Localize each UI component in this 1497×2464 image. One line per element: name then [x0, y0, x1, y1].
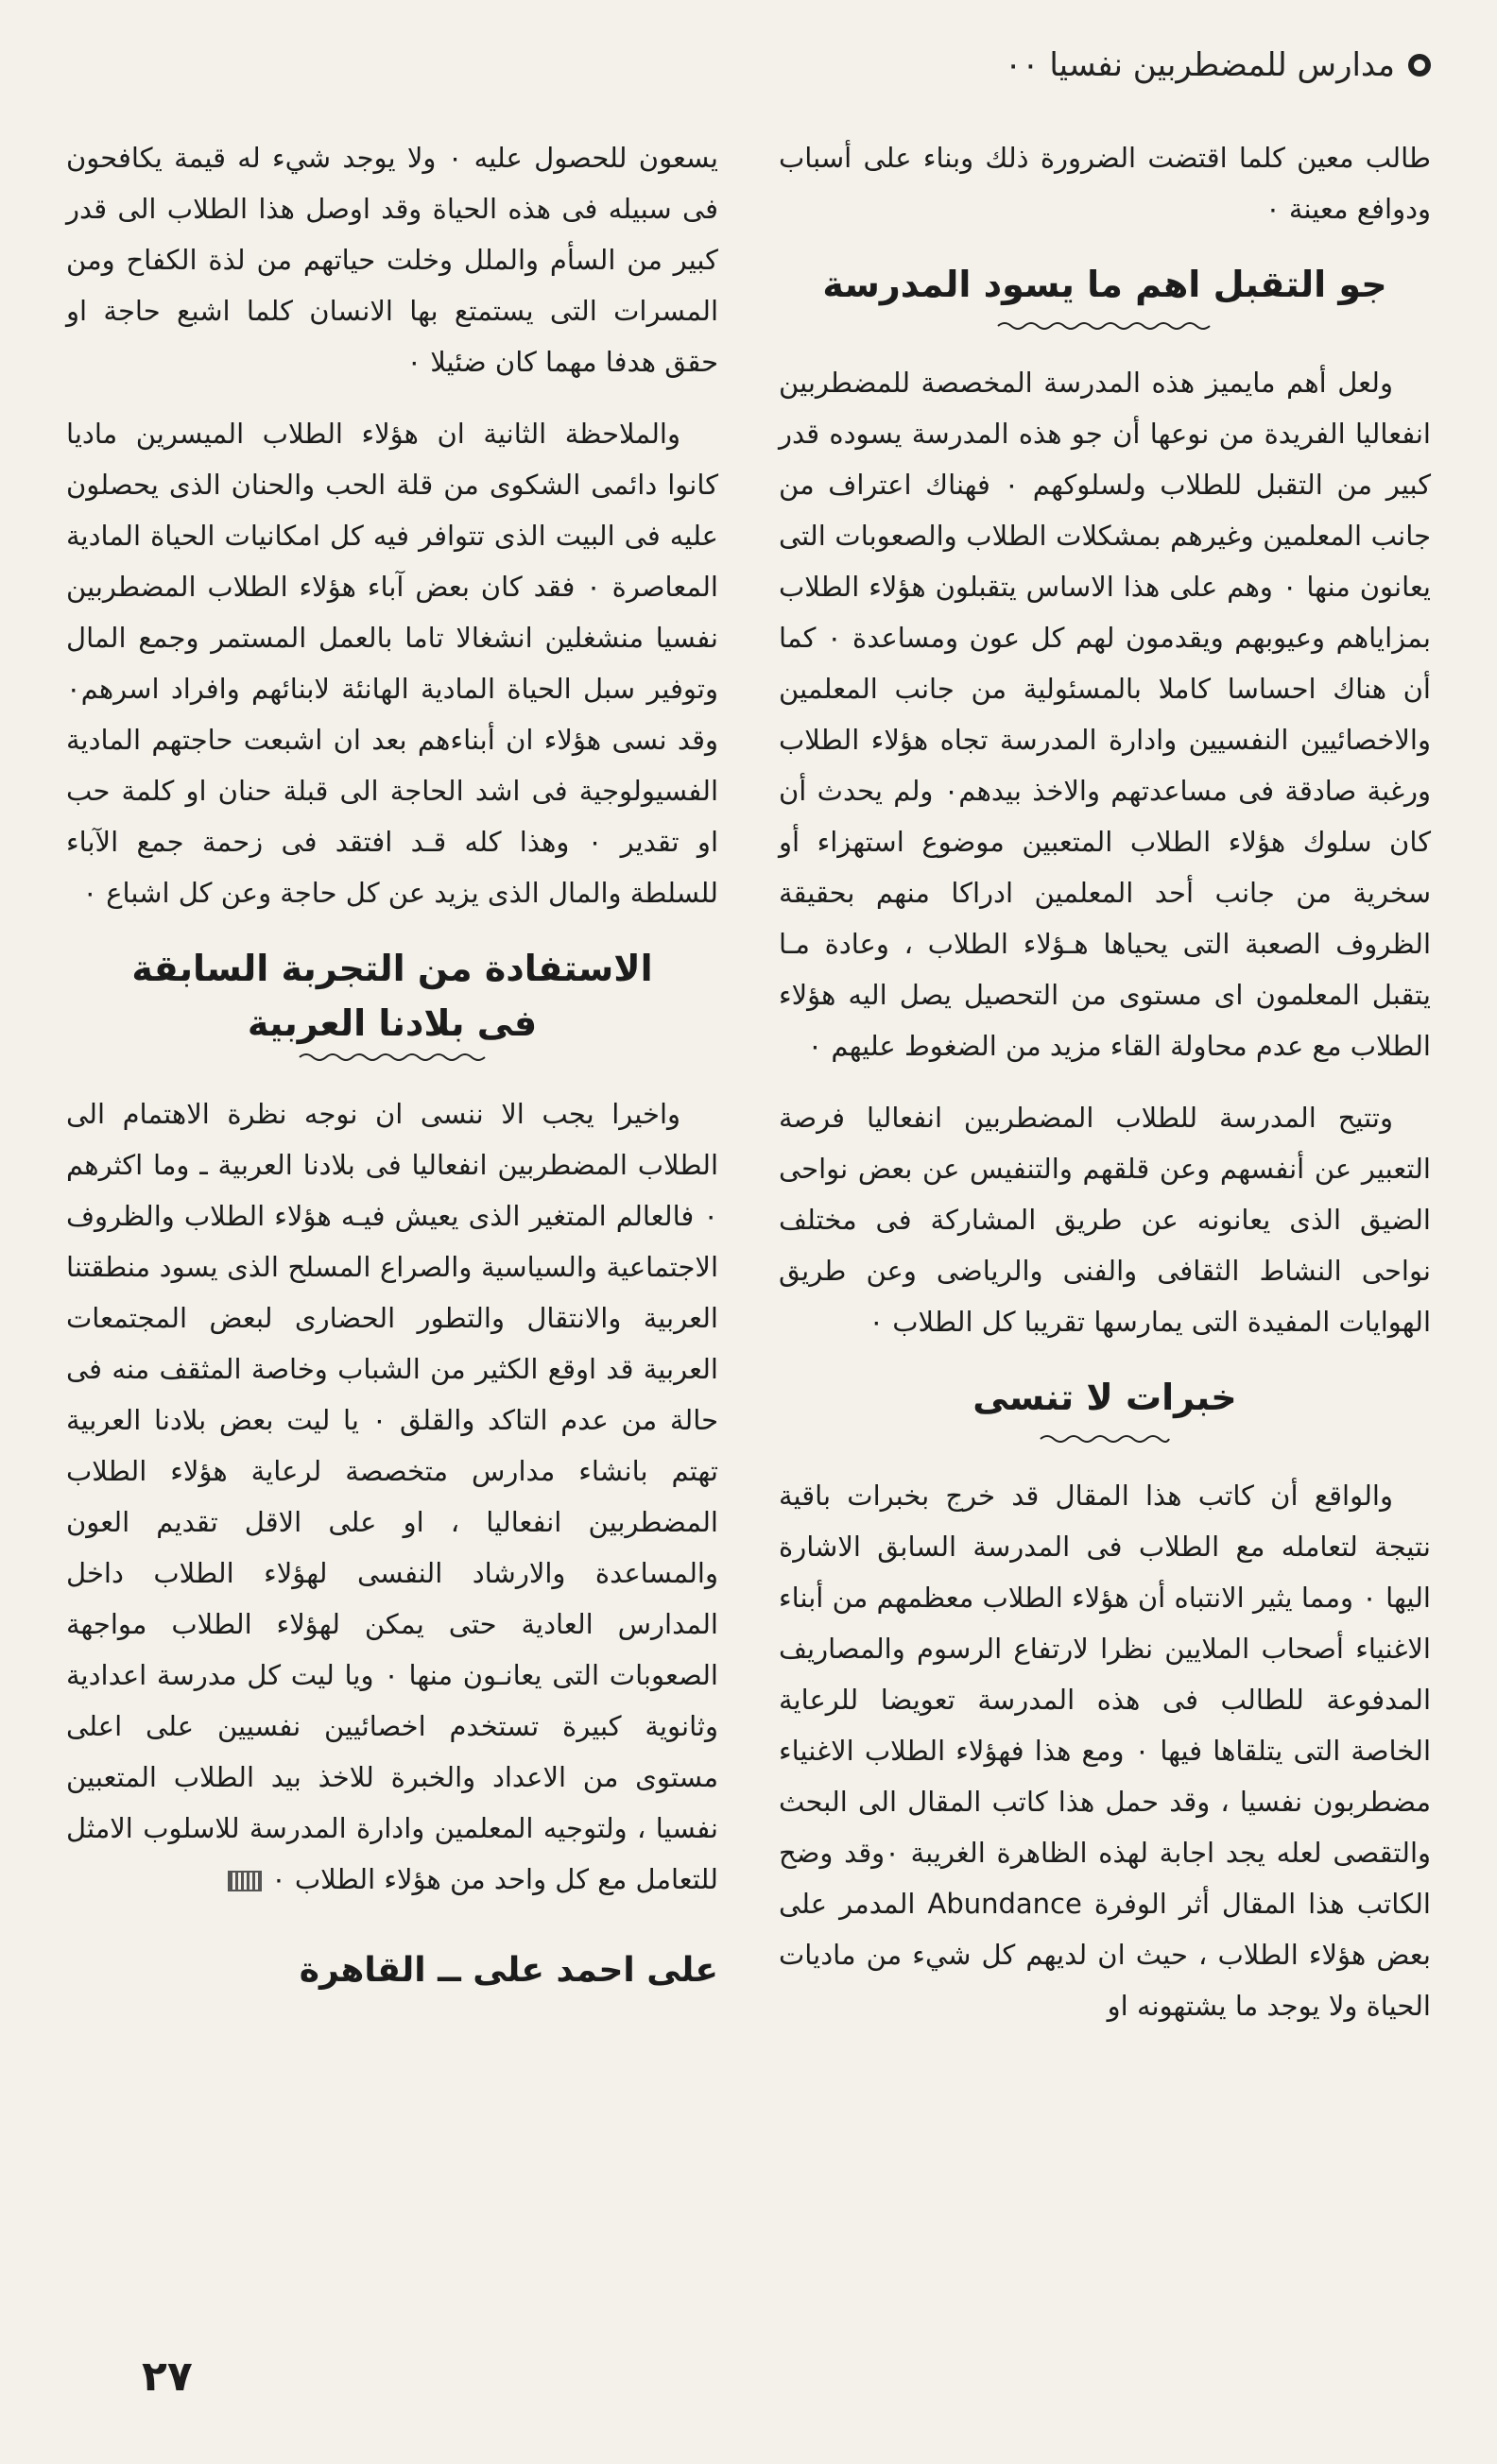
intro-paragraph: طالب معين كلما اقتضت الضرورة ذلك وبناء على أسباب ودوافع معينة ٠ [779, 142, 1431, 225]
wavy-underline-icon [996, 319, 1213, 333]
section-heading-benefit [66, 941, 718, 1051]
heading-line: الاستفادة من التجربة السابقة [131, 948, 653, 989]
paragraph [66, 1088, 718, 1905]
paragraph: والواقع أن كاتب هذا المقال قد خرج بخبرات باقية نتيجة لتعامله مع الطلاب فى المدرسة السابق الاشارة اليها ٠ ومما يثير الانتباه أن هؤلاء الطلاب معظمهم من أبناء الاغنياء أصحاب الملايين نظرا لارتفاع الرسوم والمصاريف المدفوعة للطالب فى هذه المدرسة تعويضا للرعاية الخاصة التى يتلقاها فيها ٠ ومع هذا فهؤلاء الطلاب الاغنياء مضطربون نفسيا ، وقد حمل هذا كاتب المقال الى البحث والتقصى لعله يجد اجابة لهذه الظاهرة الغريبة ٠وقد وضح الكاتب هذا المقال أثر الوفرة Abundance المدمر على بعض هؤلاء الطلاب ، حيث ان لديهم كل شيء من ماديات الحياة ولا يوجد ما يشتهونه او [779, 1480, 1432, 2022]
section-heading-experiences: خبرات لا تنسى [972, 1377, 1237, 1418]
bullet-icon [1408, 54, 1431, 77]
page-number: ٢٧ [142, 2353, 193, 2401]
paragraph: وتتيح المدرسة للطلاب المضطربين انفعاليا فرصة التعبير عن أنفسهم وعن قلقهم والتنفيس عن بعض نواحى الضيق الذى يعانونه عن طريق المشاركة فى مختلف نواحى النشاط الثقافى والفنى والرياضى وعن طريق الهوايات المفيدة التى يمارسها تقريبا كل الطلاب ٠ [779, 1102, 1431, 1338]
author-signature: على احمد على ــ القاهرة [299, 1951, 718, 1990]
right-column [779, 132, 1431, 2052]
running-head [66, 42, 1431, 89]
end-of-article-icon [228, 1871, 262, 1891]
paragraph: يسعون للحصول عليه ٠ ولا يوجد شيء له قيمة يكافحون فى سبيله فى هذه الحياة وقد اوصل هذا الطلاب الى قدر كبير من السأم والملل وخلت حياتهم من لذة الكفاح ومن المسرات التى يستمتع بها الانسان كلما اشبع حاجة او حقق هدفا مهما كان ضئيلا ٠ [66, 142, 718, 378]
paragraph: ولعل أهم مايميز هذه المدرسة المخصصة للمضطربين انفعاليا الفريدة من نوعها أن جو هذه المدرسة يسوده قدر كبير من التقبل للطلاب ولسلوكهم ٠ فهناك اعتراف من جانب المعلمين وغيرهم بمشكلات الطلاب والصعوبات التى يعانون منها ٠ وهم على هذا الاساس يتقبلون هؤلاء الطلاب بمزاياهم وعيوبهم ويقدمون لهم كل عون ومساعدة ٠ كما أن هناك احساسا كاملا بالمسئولية من جانب المعلمين والاخصائيين النفسيين وادارة المدرسة تجاه هؤلاء الطلاب ورغبة صادقة فى مساعدتهم والاخذ بيدهم٠ ولم يحدث أن كان سلوك هؤلاء الطلاب المتعبين موضوع استهزاء أو سخرية من جانب أحد المعلمين ادراكا منهم بحقيقة الظروف الصعبة التى يحياها هـؤلاء الطلاب ، وعادة مـا يتقبل المعلمون اى مستوى من التحصيل يصل اليه هؤلاء الطلاب مع عدم محاولة القاء مزيد من الضغوط عليهم ٠ [779, 367, 1432, 1062]
wavy-underline-icon [298, 1051, 487, 1064]
paragraph: والملاحظة الثانية ان هؤلاء الطلاب الميسرين ماديا كانوا دائمى الشكوى من قلة الحب والحنان الذى يحصلون عليه فى البيت الذى تتوافر فيه كل امكانيات الحياة المادية المعاصرة ٠ فقد كان بعض آباء هؤلاء الطلاب المضطربين نفسيا منشغلين انشغالا تاما بالعمل المستمر وجمع المال وتوفير سبل الحياة المادية الهانئة لابنائهم وافراد اسرهم٠ وقد نسى هؤلاء ان أبناءهم بعد ان اشبعت حاجتهم المادية الفسيولوجية فى اشد الحاجة الى قبلة حنان او كلمة حب او تقدير ٠ وهذا كله قـد افتقد فى زحمة جمع الآباء للسلطة والمال الذى يزيد عن كل حاجة وعن كل اشباع ٠ [66, 418, 718, 909]
wavy-underline-icon [1039, 1432, 1171, 1446]
section-heading-acceptance: جو التقبل اهم ما يسود المدرسة [822, 264, 1387, 305]
running-head-title: مدارس للمضطربين نفسيا ٠٠ [1004, 46, 1395, 84]
paragraph-text: واخيرا يجب الا ننسى ان نوجه نظرة الاهتمام الى الطلاب المضطربين انفعاليا فى بلادنا العربية ـ وما اكثرهم ٠ فالعالم المتغير الذى يعيش فيـه هؤلاء الطلاب والظروف الاجتماعية والسياسية والصراع المسلح الذى يسود منطقتنا العربية والانتقال والتطور الحضارى لبعض المجتمعات العربية قد اوقع الكثير من الشباب وخاصة المثقف منه فى حالة من عدم التاكد والقلق ٠ يا ليت بعض بلادنا العربية تهتم بانشاء مدارس متخصصة لرعاية هؤلاء الطلاب المضطربين انفعاليا ، او على الاقل تقديم العون والمساعدة والارشاد النفسى لهؤلاء الطلاب داخل المدارس العادية حتى يمكن لهؤلاء الطلاب مواجهة الصعوبات التى يعانـون منها ٠ ويا ليت كل مدرسة اعدادية وثانوية كبيرة تستخدم اخصائيين نفسيين على اعلى مستوى من الاعداد والخبرة للاخذ بيد الطلاب المتعبين نفسيا ، ولتوجيه المعلمين وادارة المدرسة للاسلوب الامثل للتعامل مع كل واحد من هؤلاء الطلاب ٠ [66, 1098, 718, 1895]
left-column [66, 132, 718, 1999]
heading-line: فى بلادنا العربية [247, 1002, 538, 1044]
